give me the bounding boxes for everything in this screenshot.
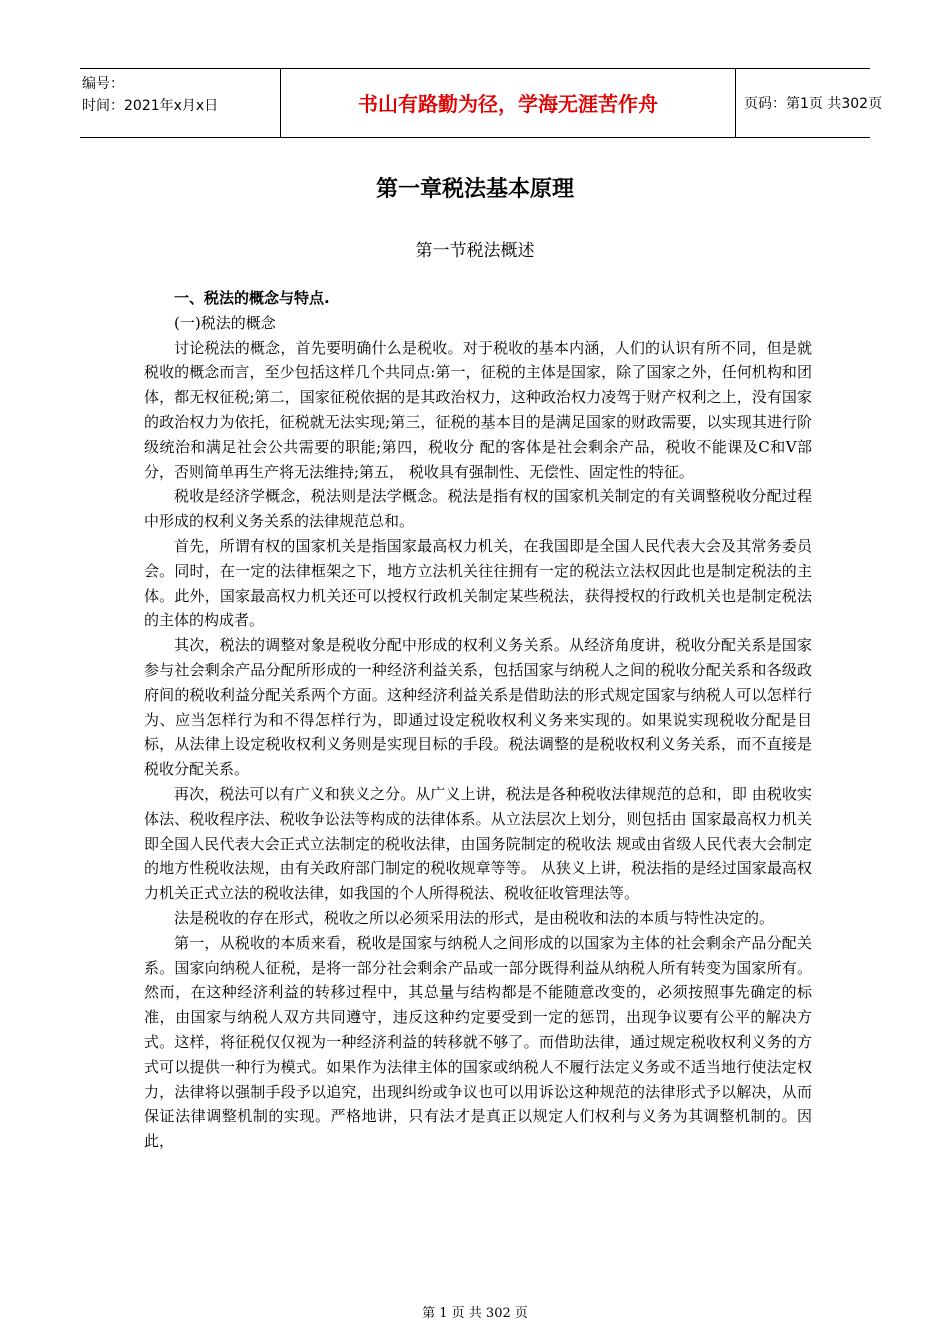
paragraph: 税收是经济学概念，税法则是法学概念。税法是指有权的国家机关制定的有关调整税收分配过程中形成的权利义务关系的法律规范总和。 xyxy=(144,487,812,531)
paragraph: 法是税收的存在形式，税收之所以必须采用法的形式，是由税收和法的本质与特性决定的。 xyxy=(174,908,775,927)
document-time-label: 时间：2021年x月x日 xyxy=(82,98,219,114)
document-body xyxy=(144,286,812,1154)
heading-concept-features: 一、税法的概念与特点. xyxy=(174,289,330,307)
document-number-label: 编号： xyxy=(82,76,124,92)
paragraph: 第一，从税收的本质来看，税收是国家与纳税人之间形成的以国家为主体的社会剩余产品分配关系。国家向纳税人征税，是将一部分社会剩余产品或一部分既得利益从纳税人所有转变为国家所有。然而，在这种经济利益的转移过程中，其总量与结构都是不能随意改变的，必须按照事先确定的标准，由国家与纳税人双方共同遵守，违反这种约定要受到一定的惩罚，出现争议要有公平的解决方式。这样，将征税仅仅视为一种经济利益的转移就不够了。而借助法律，通过规定税收权利义务的方式可以提供一种行为模式。如果作为法律主体的国家或纳税人不履行法定义务或不适当地行使法定权力，法律将以强制手段予以追究，出现纠纷或争议也可以用诉讼这种规范的法律形式予以解决，从而保证法律调整机制的实现。严格地讲，只有法才是真正以规定人们权利与义务为其调整机制的。因此， xyxy=(144,933,812,1151)
chapter-title: 第一章税法基本原理 xyxy=(375,177,574,202)
header-motto: 书山有路勤为径，学海无涯苦作舟 xyxy=(358,92,658,116)
paragraph: 其次，税法的调整对象是税收分配中形成的权利义务关系。从经济角度讲，税收分配关系是国家参与社会剩余产品分配所形成的一种经济利益关系，包括国家与纳税人之间的税收分配关系和各级政府间的税收利益分配关系两个方面。这种经济利益关系是借助法的形式规定国家与纳税人可以怎样行为、应当怎样行为和不得怎样行为，即通过设定税收权利义务来实现的。如果说实现税收分配是目标，从法律上设定税收权利义务则是实现目标的手段。税法调整的是税收权利义务关系，而不直接是税收分配关系。 xyxy=(144,636,812,779)
paragraph: 讨论税法的概念，首先要明确什么是税收。对于税收的基本内涵，人们的认识有所不同，但是就税收的概念而言，至少包括这样几个共同点:第一，征税的主体是国家，除了国家之外，任何机构和团体，都无权征税;第二，国家征税依据的是其政治权力，这种政治权力凌驾于财产权利之上，没有国家的政治权力为依托，征税就无法实现;第三，征税的基本目的是满足国家的财政需要，以实现其进行阶级统治和满足社会公共需要的职能;第四，税收分 配的客体是社会剩余产品，税收不能课及C和V部分，否则简单再生产将无法维持;第五， 税收具有强制性、无偿性、固定性的特征。 xyxy=(144,338,812,481)
paragraph: 首先，所谓有权的国家机关是指国家最高权力机关，在我国即是全国人民代表大会及其常务委员会。同时，在一定的法律框架之下，地方立法机关往往拥有一定的税法立法权因此也是制定税法的主体。此外，国家最高权力机关还可以授权行政机关制定某些税法，获得授权的行政机关也是制定税法的主体的构成者。 xyxy=(144,536,812,630)
header-meta xyxy=(80,69,280,137)
page-header xyxy=(80,68,883,138)
subheading-tax-law-concept: (一)税法的概念 xyxy=(174,313,276,332)
header-motto-cell xyxy=(280,69,736,137)
page-footer: 第 1 页 共 302 页 xyxy=(422,1306,528,1321)
header-page-info: 页码：第1页 共302页 xyxy=(744,96,883,112)
paragraph: 再次，税法可以有广义和狭义之分。从广义上讲，税法是各种税收法律规范的总和，即 由税收实体法、税收程序法、税收争讼法等构成的法律体系。从立法层次上划分，则包括由 国家最高权力机关即全国人民代表大会正式立法制定的税收法律，由国务院制定的税收法 规或由省级人民代表大会制定的地方性税收法规，由有关政府部门制定的税收规章等等。 从狭义上讲，税法指的是经过国家最高权力机关正式立法的税收法律，如我国的个人所得税法、税收征收管理法等。 xyxy=(144,784,812,903)
section-title: 第一节税法概述 xyxy=(415,241,535,261)
